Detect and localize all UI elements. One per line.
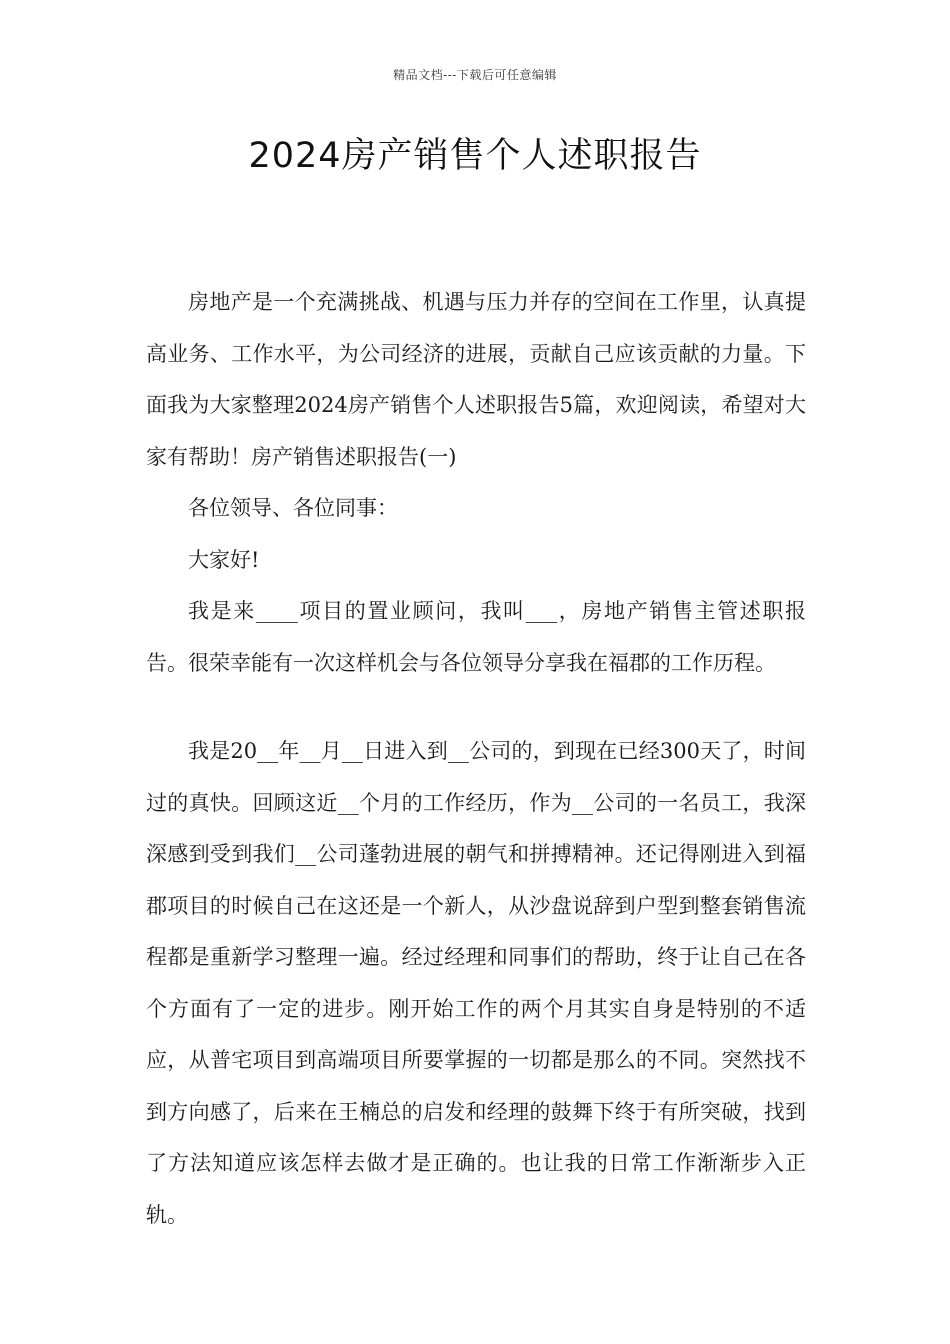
document-title: 2024房产销售个人述职报告 bbox=[248, 136, 702, 176]
paragraph-greeting: 大家好! bbox=[188, 547, 260, 572]
paragraph-intro: 房地产是一个充满挑战、机遇与压力并存的空间在工作里，认真提高业务、工作水平，为公司经济的进展，贡献自己应该贡献的力量。下面我为大家整理2024房产销售个人述职报告5篇，欢迎阅读，希望对大家有帮助！房产销售述职报告(一) bbox=[146, 290, 806, 469]
document-body-intro bbox=[146, 277, 806, 689]
paragraph-work-history: 我是20__年__月__日进入到__公司的，到现在已经300天了，时间过的真快。回顾这近__个月的工作经历，作为__公司的一名员工，我深深感到受到我们__公司蓬勃进展的朝气和拼搏精神。还记得刚进入到福郡项目的时候自己在这还是一个新人，从沙盘说辞到户型到整套销售流程都是重新学习整理一遍。经过经理和同事们的帮助，终于让自己在各个方面有了一定的进步。刚开始工作的两个月其实自身是特别的不适应，从普宅项目到高端项目所要掌握的一切都是那么的不同。突然找不到方向感了，后来在王楠总的启发和经理的鼓舞下终于有所突破，找到了方法知道应该怎样去做才是正确的。也让我的日常工作渐渐步入正轨。 bbox=[146, 739, 806, 1227]
paragraph-self-introduction: 我是来____项目的置业顾问，我叫___，房地产销售主管述职报告。很荣幸能有一次这样机会与各位领导分享我在福郡的工作历程。 bbox=[146, 599, 806, 675]
document-body-main bbox=[146, 726, 806, 1241]
paragraph-salutation: 各位领导、各位同事： bbox=[188, 496, 398, 520]
header-note: 精品文档---下载后可任意编辑 bbox=[393, 68, 557, 82]
